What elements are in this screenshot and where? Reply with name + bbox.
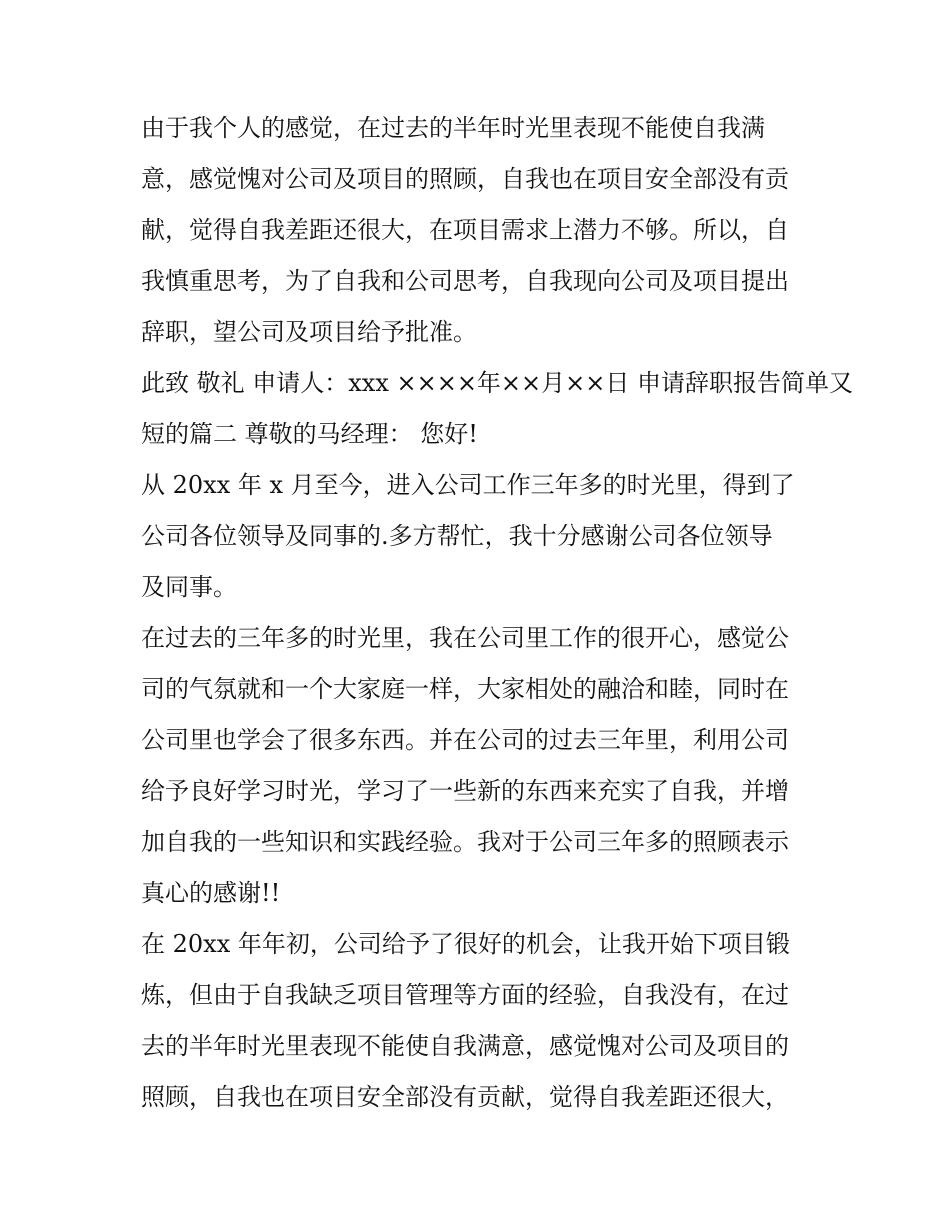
text-line: 献，觉得自我差距还很大，在项目需求上潜力不够。所以，自: [141, 216, 789, 244]
text-line: 公司各位领导及同事的.多方帮忙，我十分感谢公司各位领导: [141, 522, 773, 550]
text-line: 意，感觉愧对公司及项目的照顾，自我也在项目安全部没有贡: [141, 165, 789, 193]
text-line: 加自我的一些知识和实践经验。我对于公司三年多的照顾表示: [141, 828, 789, 856]
text-line: 炼，但由于自我缺乏项目管理等方面的经验，自我没有，在过: [141, 981, 789, 1009]
text-line: 公司里也学会了很多东西。并在公司的过去三年里，利用公司: [141, 726, 789, 754]
text-line: 我慎重思考，为了自我和公司思考，自我现向公司及项目提出: [141, 267, 789, 295]
document-body: [141, 103, 853, 1123]
text-line: 辞职，望公司及项目给予批准。: [141, 318, 477, 346]
text-line: 给予良好学习时光，学习了一些新的东西来充实了自我，并增: [141, 777, 789, 805]
paragraph-3: [141, 460, 813, 613]
paragraph-2: [141, 358, 853, 460]
text-line: 司的气氛就和一个大家庭一样，大家相处的融洽和睦，同时在: [141, 675, 789, 703]
text-line: 在过去的三年多的时光里，我在公司里工作的很开心，感觉公: [141, 624, 789, 652]
text-line: 此致 敬礼 申请人：xxx ××××年××月××日 申请辞职报告简单又: [141, 369, 853, 397]
paragraph-1: [141, 103, 813, 358]
text-line: 真心的感谢!!: [141, 879, 281, 907]
text-line: 照顾，自我也在项目安全部没有贡献，觉得自我差距还很大，: [141, 1083, 789, 1111]
text-line: 去的半年时光里表现不能使自我满意，感觉愧对公司及项目的: [141, 1032, 789, 1060]
text-line: 由于我个人的感觉，在过去的半年时光里表现不能使自我满: [141, 114, 765, 142]
paragraph-4: [141, 613, 813, 919]
text-line: 从 20xx 年 x 月至今，进入公司工作三年多的时光里，得到了: [141, 471, 795, 499]
text-line: 在 20xx 年年初，公司给予了很好的机会，让我开始下项目锻: [141, 930, 790, 958]
paragraph-5: [141, 919, 813, 1123]
text-line: 短的篇二 尊敬的马经理： 您好!: [141, 420, 478, 448]
text-line: 及同事。: [141, 573, 237, 601]
